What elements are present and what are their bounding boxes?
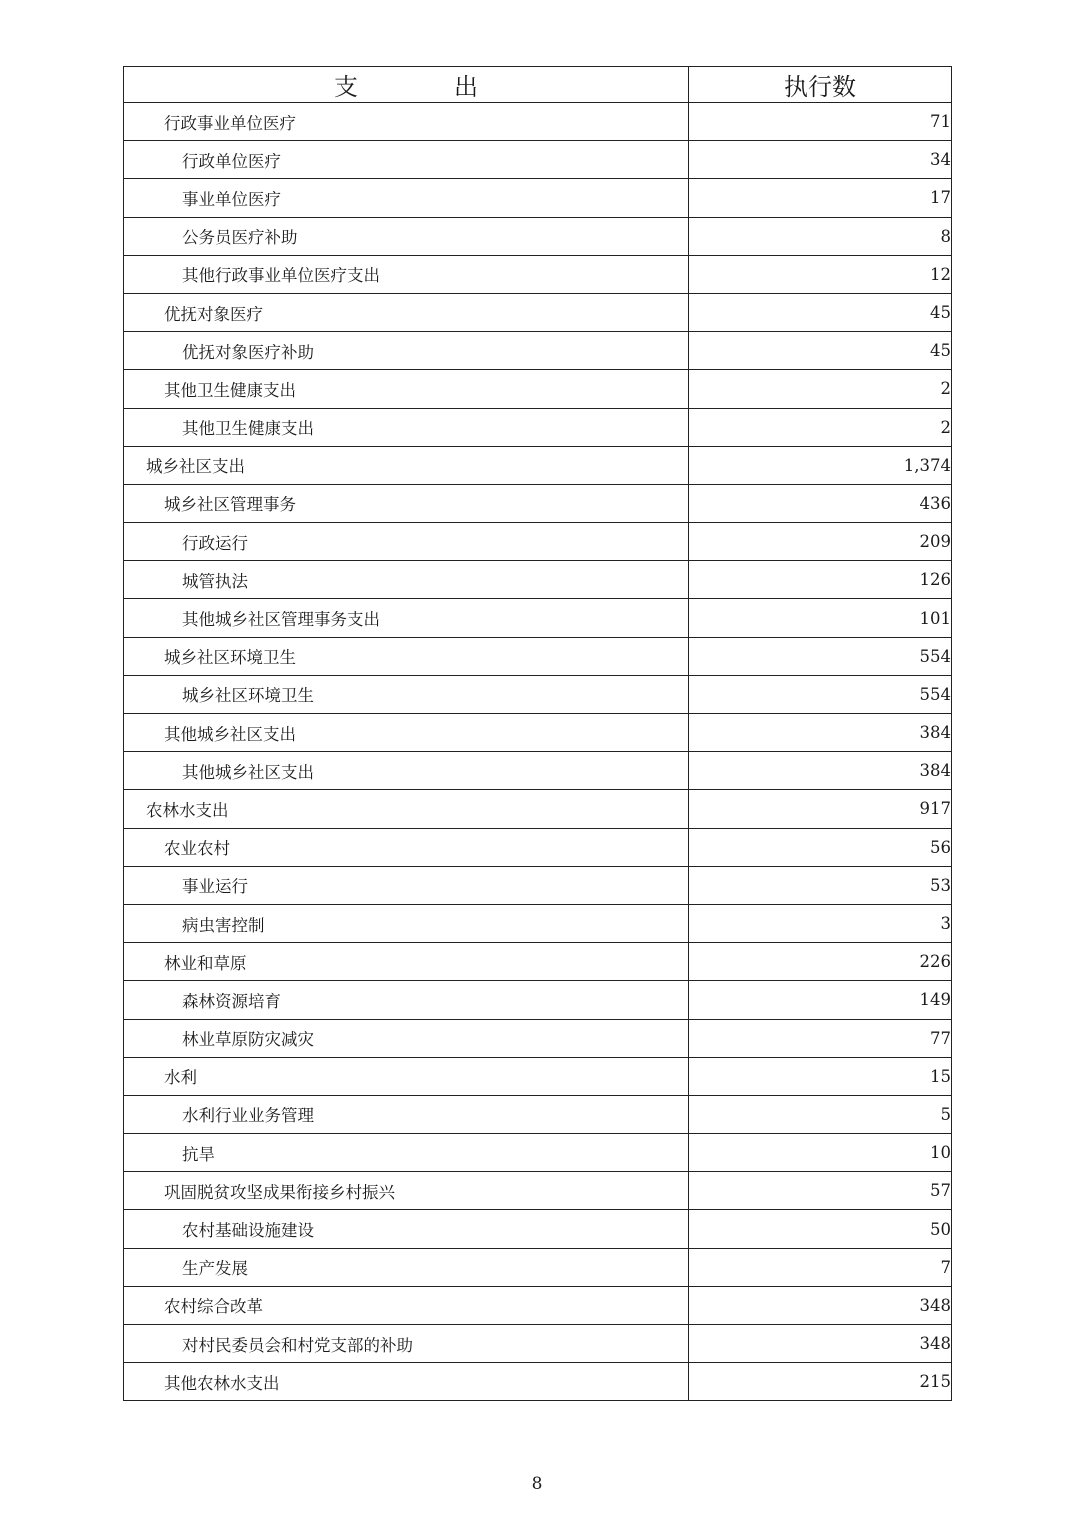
row-item-name: 城乡社区环境卫生 [124, 675, 689, 713]
row-item-name: 优抚对象医疗 [124, 293, 689, 331]
row-item-name: 城管执法 [124, 561, 689, 599]
row-item-value: 56 [689, 828, 952, 866]
row-item-value: 17 [689, 179, 952, 217]
row-item-value: 149 [689, 981, 952, 1019]
table-row [124, 637, 952, 675]
row-item-name: 城乡社区管理事务 [124, 484, 689, 522]
row-item-name: 水利行业业务管理 [124, 1095, 689, 1133]
table-row [124, 103, 952, 141]
row-item-value: 12 [689, 255, 952, 293]
row-item-value: 917 [689, 790, 952, 828]
row-item-value: 8 [689, 217, 952, 255]
row-item-name: 农村综合改革 [124, 1286, 689, 1324]
row-item-name: 病虫害控制 [124, 904, 689, 942]
row-item-name: 农村基础设施建设 [124, 1210, 689, 1248]
table-row [124, 408, 952, 446]
row-item-name: 其他行政事业单位医疗支出 [124, 255, 689, 293]
table-row [124, 332, 952, 370]
table-row [124, 1095, 952, 1133]
table-row [124, 1325, 952, 1363]
table-row [124, 1134, 952, 1172]
table-row [124, 752, 952, 790]
row-item-value: 3 [689, 904, 952, 942]
table-row [124, 675, 952, 713]
row-item-value: 348 [689, 1325, 952, 1363]
row-item-value: 10 [689, 1134, 952, 1172]
row-item-value: 554 [689, 675, 952, 713]
row-item-name: 公务员医疗补助 [124, 217, 689, 255]
row-item-value: 215 [689, 1363, 952, 1401]
row-item-name: 生产发展 [124, 1248, 689, 1286]
table-row [124, 293, 952, 331]
expenditure-table [123, 66, 952, 1401]
row-item-name: 行政运行 [124, 523, 689, 561]
table-row [124, 904, 952, 942]
row-item-value: 15 [689, 1057, 952, 1095]
table-row [124, 714, 952, 752]
budget-table-container [123, 66, 951, 1401]
row-item-name: 林业和草原 [124, 943, 689, 981]
table-row [124, 1019, 952, 1057]
row-item-name: 事业单位医疗 [124, 179, 689, 217]
row-item-value: 209 [689, 523, 952, 561]
row-item-value: 5 [689, 1095, 952, 1133]
table-row [124, 179, 952, 217]
table-row [124, 1286, 952, 1324]
row-item-name: 行政事业单位医疗 [124, 103, 689, 141]
row-item-name: 农业农村 [124, 828, 689, 866]
row-item-value: 1,374 [689, 446, 952, 484]
row-item-value: 45 [689, 293, 952, 331]
row-item-name: 城乡社区环境卫生 [124, 637, 689, 675]
table-header-row [124, 67, 952, 103]
table-row [124, 1248, 952, 1286]
header-executed-amount: 执行数 [689, 67, 952, 103]
row-item-value: 226 [689, 943, 952, 981]
row-item-value: 436 [689, 484, 952, 522]
table-row [124, 981, 952, 1019]
row-item-value: 77 [689, 1019, 952, 1057]
row-item-value: 348 [689, 1286, 952, 1324]
table-row [124, 446, 952, 484]
page-number: 8 [531, 1474, 543, 1494]
row-item-name: 巩固脱贫攻坚成果衔接乡村振兴 [124, 1172, 689, 1210]
row-item-value: 384 [689, 714, 952, 752]
table-row [124, 523, 952, 561]
table-row [124, 217, 952, 255]
row-item-name: 行政单位医疗 [124, 141, 689, 179]
table-row [124, 943, 952, 981]
row-item-name: 对村民委员会和村党支部的补助 [124, 1325, 689, 1363]
row-item-value: 34 [689, 141, 952, 179]
table-row [124, 141, 952, 179]
row-item-value: 554 [689, 637, 952, 675]
table-row [124, 484, 952, 522]
row-item-value: 45 [689, 332, 952, 370]
row-item-name: 其他城乡社区管理事务支出 [124, 599, 689, 637]
row-item-name: 其他农林水支出 [124, 1363, 689, 1401]
row-item-value: 7 [689, 1248, 952, 1286]
row-item-value: 50 [689, 1210, 952, 1248]
row-item-value: 384 [689, 752, 952, 790]
table-row [124, 1363, 952, 1401]
row-item-name: 林业草原防灾减灾 [124, 1019, 689, 1057]
row-item-name: 农林水支出 [124, 790, 689, 828]
row-item-name: 水利 [124, 1057, 689, 1095]
table-row [124, 828, 952, 866]
table-row [124, 866, 952, 904]
table-row [124, 1210, 952, 1248]
row-item-name: 优抚对象医疗补助 [124, 332, 689, 370]
table-row [124, 561, 952, 599]
row-item-name: 其他卫生健康支出 [124, 370, 689, 408]
table-row [124, 1172, 952, 1210]
row-item-value: 53 [689, 866, 952, 904]
row-item-name: 其他城乡社区支出 [124, 752, 689, 790]
table-row [124, 255, 952, 293]
row-item-value: 71 [689, 103, 952, 141]
row-item-name: 森林资源培育 [124, 981, 689, 1019]
row-item-value: 2 [689, 370, 952, 408]
row-item-name: 事业运行 [124, 866, 689, 904]
table-body [124, 103, 952, 1401]
table-row [124, 790, 952, 828]
table-row [124, 1057, 952, 1095]
table-row [124, 599, 952, 637]
row-item-value: 126 [689, 561, 952, 599]
row-item-name: 城乡社区支出 [124, 446, 689, 484]
row-item-name: 其他卫生健康支出 [124, 408, 689, 446]
row-item-name: 抗旱 [124, 1134, 689, 1172]
header-expenditure: 支出 [124, 67, 689, 103]
row-item-value: 57 [689, 1172, 952, 1210]
row-item-name: 其他城乡社区支出 [124, 714, 689, 752]
row-item-value: 101 [689, 599, 952, 637]
table-row [124, 370, 952, 408]
row-item-value: 2 [689, 408, 952, 446]
